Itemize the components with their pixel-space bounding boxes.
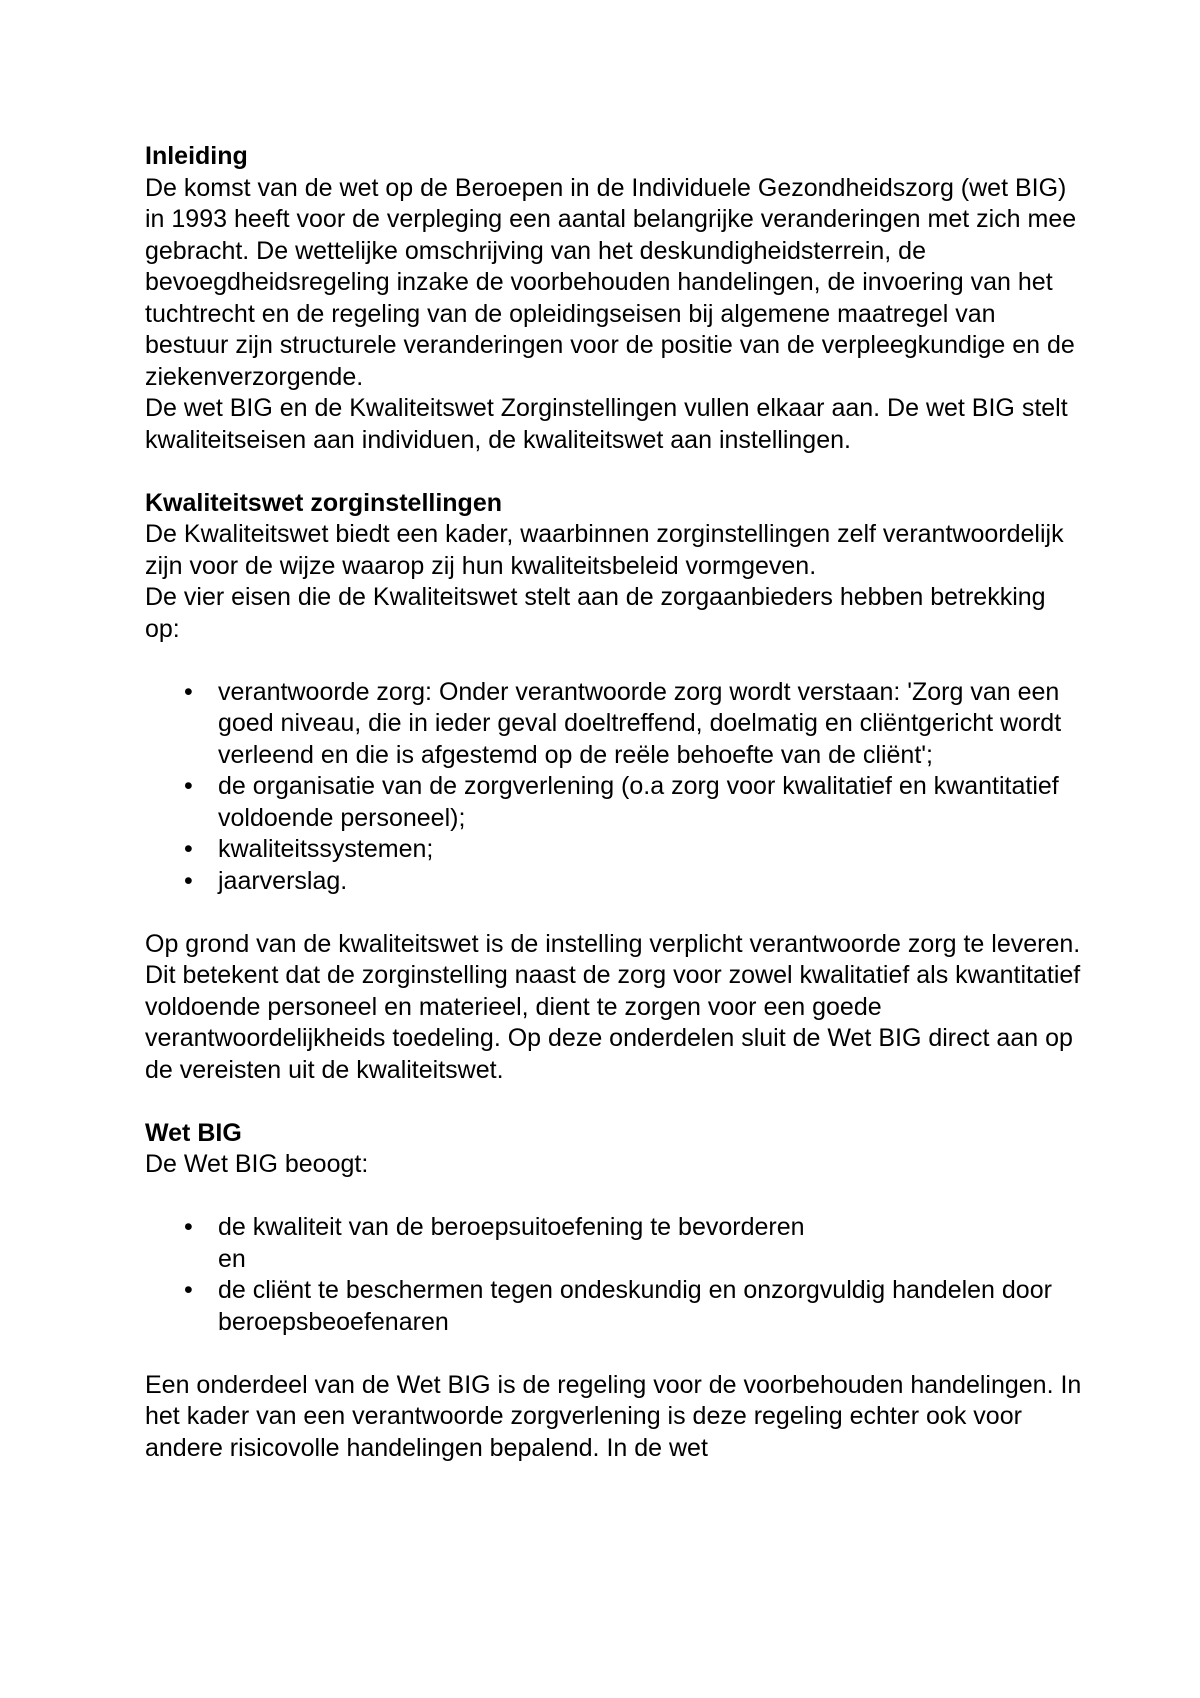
list-item-text: jaarverslag. (218, 866, 348, 895)
list-item (145, 1212, 1085, 1275)
list-item-text: verantwoorde zorg: Onder verantwoorde zorg wordt verstaan: 'Zorg van een goed niveau, die in ieder geval doeltreffend, doelmatig en cliëntgericht wordt verleend en die is afgestemd op de reële behoefte van de cliënt'; (218, 677, 1062, 769)
document-page (145, 141, 1085, 1464)
bullet-icon: • (184, 772, 193, 800)
list-item-text: de organisatie van de zorgverlening (o.a zorg voor kwalitatief en kwantitatief voldoende personeel); (218, 772, 1059, 832)
list-connector: en (218, 1244, 246, 1273)
list-item (145, 771, 1085, 834)
paragraph-wet-big-1: De Wet BIG beoogt: (145, 1150, 369, 1178)
list-kwaliteitswet-eisen (145, 677, 1085, 898)
paragraph-inleiding-2: De wet BIG en de Kwaliteitswet Zorginstellingen vullen elkaar aan. De wet BIG stelt kwaliteitseisen aan individuen, de kwaliteitswet aan instellingen. (145, 394, 1068, 454)
paragraph-kwaliteitswet-1: De Kwaliteitswet biedt een kader, waarbinnen zorginstellingen zelf verantwoordelijk zijn voor de wijze waarop zij hun kwaliteitsbeleid vormgeven. (145, 520, 1064, 580)
paragraph-inleiding-1: De komst van de wet op de Beroepen in de Individuele Gezondheidszorg (wet BIG) in 1993 heeft voor de verpleging een aantal belangrijke veranderingen met zich mee gebracht. De wettelijke omschrijving van het deskundigheidsterrein, de bevoegdheidsregeling inzake de voorbehouden handelingen, de invoering van het tuchtrecht en de regeling van de opleidingseisen bij algemene maatregel van bestuur zijn structurele veranderingen voor de positie van de verpleegkundige en de ziekenverzorgende. (145, 173, 1077, 391)
bullet-icon: • (184, 835, 193, 863)
spacer (145, 897, 1085, 929)
heading-inleiding: Inleiding (145, 142, 248, 170)
paragraph-kwaliteitswet-2: De vier eisen die de Kwaliteitswet stelt aan de zorgaanbieders hebben betrekking op: (145, 583, 1046, 643)
list-item (145, 677, 1085, 772)
list-item-text: de kwaliteit van de beroepsuitoefening te bevorderen (218, 1213, 805, 1241)
bullet-icon: • (184, 866, 193, 895)
list-item (145, 866, 1085, 898)
spacer (145, 645, 1085, 677)
list-item (145, 1275, 1085, 1338)
list-item-text: kwaliteitssystemen; (218, 835, 434, 863)
heading-kwaliteitswet: Kwaliteitswet zorginstellingen (145, 488, 502, 517)
bullet-icon: • (184, 677, 193, 706)
bullet-icon: • (184, 1213, 193, 1241)
spacer (145, 1181, 1085, 1213)
spacer (145, 456, 1085, 488)
paragraph-wet-big-2: Een onderdeel van de Wet BIG is de regeling voor de voorbehouden handelingen. In het kader van een verantwoorde zorgverlening is deze regeling echter ook voor andere risicovolle handelingen bepalend. In de wet (145, 1370, 1082, 1462)
paragraph-kwaliteitswet-3: Op grond van de kwaliteitswet is de instelling verplicht verantwoorde zorg te leveren. Dit betekent dat de zorginstelling naast de zorg voor zowel kwalitatief als kwantitatief voldoende personeel en materieel, dient te zorgen voor een goede verantwoordelijkheids toedeling. Op deze onderdelen sluit de Wet BIG direct aan op de vereisten uit de kwaliteitswet. (145, 929, 1081, 1084)
spacer (145, 1086, 1085, 1118)
list-item-text: de cliënt te beschermen tegen ondeskundig en onzorgvuldig handelen door beroepsbeoefenaren (218, 1276, 1052, 1336)
spacer (145, 1338, 1085, 1370)
heading-wet-big: Wet BIG (145, 1118, 242, 1147)
list-wet-big-doelen (145, 1212, 1085, 1338)
bullet-icon: • (184, 1276, 193, 1304)
list-item (145, 834, 1085, 866)
